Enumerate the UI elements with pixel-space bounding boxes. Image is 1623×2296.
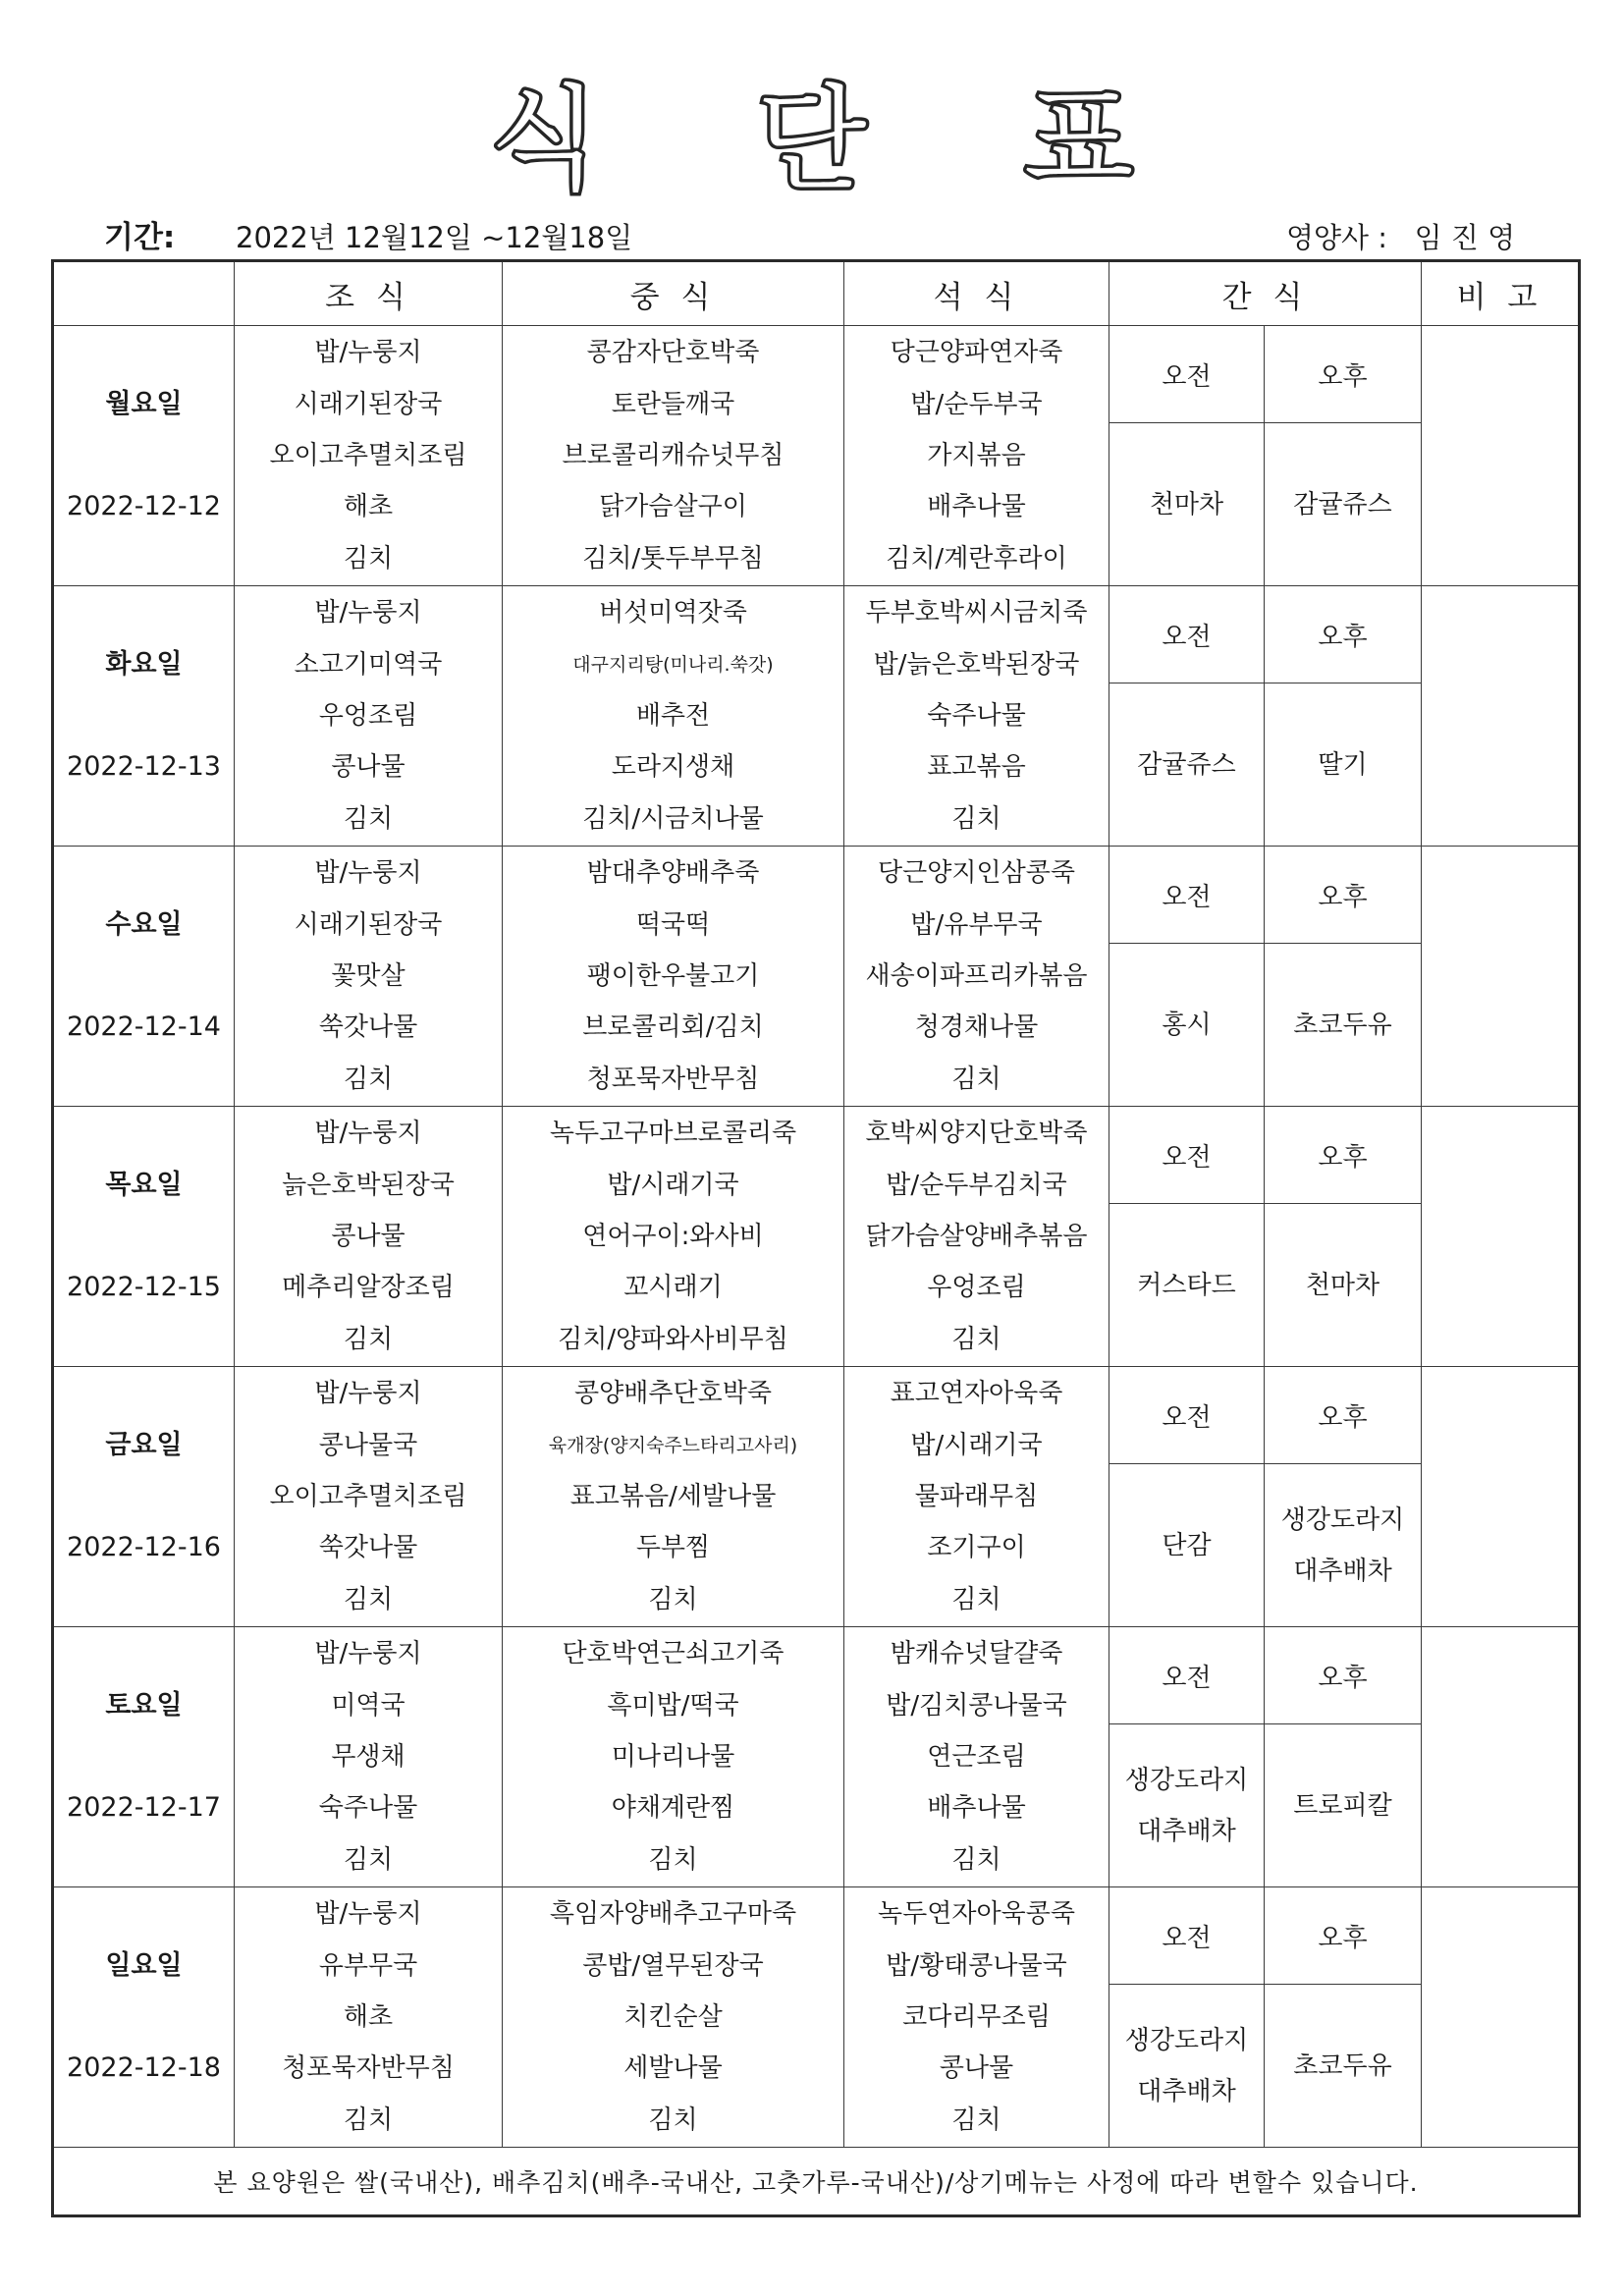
menu-item: 미역국 (331, 1690, 406, 1721)
menu-item: 김치 (343, 1584, 394, 1614)
menu-item: 연어구이:와사비 (582, 1221, 764, 1251)
period-value: 2022년 12월12일 ~12월18일 (236, 221, 633, 254)
lunch-cell (503, 1107, 844, 1367)
snack-item: 딸기 (1318, 749, 1368, 780)
menu-item: 콩양배추단호박죽 (574, 1379, 772, 1409)
snack-item: 천마차 (1149, 489, 1224, 519)
dinner-cell (844, 326, 1109, 586)
menu-item: 오이고추멸치조림 (269, 440, 467, 470)
menu-item: 토란들깨국 (611, 389, 735, 419)
menu-item: 밥/누룽지 (314, 1379, 422, 1409)
snack-pm (1265, 944, 1422, 1107)
day-row (53, 586, 1580, 683)
menu-item: 김치 (951, 2105, 1001, 2135)
snack-pm-label: 오후 (1265, 586, 1422, 683)
menu-item: 육개장(양지숙주느타리고사리) (548, 1434, 798, 1456)
menu-item: 메추리알장조림 (282, 1273, 455, 1303)
menu-item: 청포묵자반무침 (586, 1064, 760, 1094)
menu-item: 도라지생채 (611, 752, 735, 783)
menu-item: 콩밥/열무된장국 (582, 1950, 764, 1981)
menu-item: 김치 (951, 1324, 1001, 1354)
snack-item: 천마차 (1305, 1270, 1380, 1300)
note-cell (1422, 1367, 1580, 1627)
snack-pm (1265, 1464, 1422, 1627)
menu-item: 가지볶음 (927, 440, 1026, 470)
snack-item: 트로피칼 (1293, 1790, 1392, 1821)
day-cell (53, 1367, 235, 1627)
menu-item: 물파래무침 (914, 1481, 1039, 1511)
menu-item: 밥/누룽지 (314, 1119, 422, 1149)
day-row (53, 1887, 1580, 1985)
menu-item: 김치 (648, 2105, 698, 2135)
menu-item: 해초 (343, 492, 394, 522)
day-name: 토요일 (105, 1690, 183, 1721)
dinner-cell (844, 1367, 1109, 1627)
menu-item: 녹두연자아욱콩죽 (878, 1899, 1075, 1930)
menu-item: 유부무국 (318, 1950, 418, 1981)
header-snack: 간 식 (1109, 261, 1422, 326)
menu-item: 밥/누룽지 (314, 1639, 422, 1669)
menu-item: 배추나물 (927, 1793, 1026, 1824)
dinner-cell (844, 1107, 1109, 1367)
snack-pm-label: 오후 (1265, 847, 1422, 944)
menu-item: 청경채나물 (914, 1012, 1039, 1043)
breakfast-cell (235, 586, 503, 847)
snack-item: 생강도라지 (1124, 2025, 1249, 2055)
menu-item: 배추전 (635, 700, 711, 731)
menu-item: 새송이파프리카볶음 (865, 960, 1088, 991)
menu-item: 당근양지인삼콩죽 (878, 858, 1075, 889)
menu-item: 연근조림 (927, 1741, 1026, 1772)
dinner-cell (844, 1887, 1109, 2148)
day-cell (53, 1107, 235, 1367)
menu-item: 밥/누룽지 (314, 598, 422, 629)
note-cell (1422, 586, 1580, 847)
snack-am (1109, 944, 1265, 1107)
menu-item: 숙주나물 (318, 1793, 418, 1824)
menu-item: 김치 (343, 1324, 394, 1354)
lunch-cell (503, 1367, 844, 1627)
menu-item: 김치/계란후라이 (886, 543, 1067, 574)
menu-item: 해초 (343, 2001, 394, 2032)
header-note: 비 고 (1422, 261, 1580, 326)
snack-pm-label: 오후 (1265, 1367, 1422, 1464)
menu-item: 밥/황태콩나물국 (886, 1950, 1067, 1981)
menu-item: 쑥갓나물 (318, 1012, 418, 1043)
snack-item: 감귤쥬스 (1293, 489, 1392, 519)
day-date: 2022-12-15 (67, 1272, 221, 1302)
note-cell (1422, 847, 1580, 1107)
lunch-cell (503, 1887, 844, 2148)
menu-item: 쑥갓나물 (318, 1533, 418, 1563)
snack-item: 대추배차 (1137, 2076, 1236, 2106)
menu-item: 단호박연근쇠고기죽 (562, 1639, 784, 1669)
lunch-cell (503, 847, 844, 1107)
title-char: 식 (489, 74, 600, 206)
snack-am-label: 오전 (1109, 326, 1265, 423)
menu-table (51, 259, 1581, 2217)
menu-item: 김치 (343, 543, 394, 574)
period-label: 기간: (104, 220, 176, 255)
menu-item: 호박씨양지단호박죽 (865, 1119, 1088, 1149)
day-date: 2022-12-14 (67, 1011, 221, 1042)
notice-text: 본 요양원은 쌀(국내산), 배추김치(배추-국내산, 고춧가루-국내산)/상기메뉴는 사정에 따라 변할수 있습니다. (53, 2148, 1580, 2216)
menu-item: 브로콜리회/김치 (582, 1012, 764, 1043)
snack-am (1109, 1204, 1265, 1367)
day-name: 화요일 (105, 649, 183, 680)
menu-item: 시래기된장국 (294, 389, 443, 419)
menu-item: 흑임자양배추고구마죽 (549, 1899, 797, 1930)
menu-item: 김치 (343, 1844, 394, 1875)
day-cell (53, 1627, 235, 1887)
day-cell (53, 326, 235, 586)
menu-item: 김치/양파와사비무침 (558, 1324, 788, 1354)
snack-am (1109, 1724, 1265, 1887)
menu-item: 흑미밥/떡국 (607, 1690, 739, 1721)
header-lunch: 중 식 (503, 261, 844, 326)
day-date: 2022-12-13 (67, 751, 221, 782)
menu-item: 시래기된장국 (294, 909, 443, 940)
day-date: 2022-12-18 (67, 2052, 221, 2083)
snack-pm (1265, 683, 1422, 847)
day-name: 수요일 (105, 909, 183, 940)
menu-item: 김치 (951, 1584, 1001, 1614)
day-name: 일요일 (105, 1950, 183, 1981)
menu-item: 밥/유부무국 (910, 909, 1043, 940)
menu-item: 콩나물 (331, 752, 406, 783)
day-date: 2022-12-16 (67, 1532, 221, 1562)
menu-item: 밥/늙은호박된장국 (873, 649, 1080, 680)
snack-item: 대추배차 (1293, 1556, 1392, 1586)
snack-am (1109, 423, 1265, 586)
header-breakfast: 조 식 (235, 261, 503, 326)
menu-item: 밤대추양배추죽 (586, 858, 760, 889)
menu-item: 밤캐슈넛달걀죽 (890, 1639, 1063, 1669)
menu-item: 밥/누룽지 (314, 858, 422, 889)
snack-pm (1265, 1724, 1422, 1887)
menu-item: 닭가슴살양배추볶음 (865, 1221, 1088, 1251)
snack-pm-label: 오후 (1265, 1107, 1422, 1204)
note-cell (1422, 1887, 1580, 2148)
snack-am-label: 오전 (1109, 847, 1265, 944)
breakfast-cell (235, 847, 503, 1107)
menu-item: 소고기미역국 (294, 649, 443, 680)
menu-item: 밥/순두부국 (910, 389, 1043, 419)
snack-item: 커스타드 (1137, 1270, 1236, 1300)
menu-item: 표고볶음 (927, 752, 1026, 783)
dinner-cell (844, 1627, 1109, 1887)
menu-item: 밥/김치콩나물국 (886, 1690, 1067, 1721)
day-row (53, 1107, 1580, 1204)
snack-am (1109, 1985, 1265, 2148)
menu-item: 닭가슴살구이 (599, 492, 747, 522)
menu-item: 브로콜리캐슈넛무침 (562, 440, 784, 470)
menu-item: 콩나물 (331, 1221, 406, 1251)
menu-item: 팽이한우불고기 (586, 960, 760, 991)
snack-am (1109, 1464, 1265, 1627)
day-name: 월요일 (105, 389, 183, 419)
menu-item: 밥/순두부김치국 (886, 1170, 1067, 1200)
snack-item: 초코두유 (1293, 1010, 1392, 1040)
breakfast-cell (235, 1887, 503, 2148)
menu-item: 김치 (648, 1584, 698, 1614)
menu-item: 대구지리탕(미나리.쑥갓) (572, 653, 774, 676)
dinner-cell (844, 586, 1109, 847)
snack-pm (1265, 1985, 1422, 2148)
snack-item: 홍시 (1162, 1010, 1212, 1040)
menu-item: 숙주나물 (927, 700, 1026, 731)
title-char: 표 (1023, 74, 1134, 206)
menu-item: 밥/누룽지 (314, 338, 422, 368)
dietitian: 영양사 : 임 진 영 (1286, 221, 1516, 254)
header-dinner: 석 식 (844, 261, 1109, 326)
menu-item: 떡국떡 (635, 909, 711, 940)
snack-am-label: 오전 (1109, 1367, 1265, 1464)
menu-item: 김치 (951, 803, 1001, 834)
menu-item: 밥/누룽지 (314, 1899, 422, 1930)
menu-item: 꼬시래기 (623, 1273, 723, 1303)
menu-item: 김치/톳두부무침 (582, 543, 764, 574)
menu-item: 김치/시금치나물 (582, 803, 764, 834)
menu-item: 오이고추멸치조림 (269, 1481, 467, 1511)
menu-item: 세발나물 (623, 2053, 723, 2084)
day-row (53, 847, 1580, 944)
menu-item: 김치 (648, 1844, 698, 1875)
snack-am-label: 오전 (1109, 1627, 1265, 1724)
menu-item: 두부찜 (635, 1533, 711, 1563)
menu-item: 꽃맛살 (331, 960, 406, 991)
snack-am-label: 오전 (1109, 1887, 1265, 1985)
menu-item: 배추나물 (927, 492, 1026, 522)
notice-row (53, 2148, 1580, 2216)
lunch-cell (503, 1627, 844, 1887)
menu-item: 콩나물국 (318, 1430, 418, 1460)
menu-item: 미나리나물 (611, 1741, 735, 1772)
menu-item: 밥/시래기국 (607, 1170, 739, 1200)
breakfast-cell (235, 1627, 503, 1887)
menu-item: 우엉조림 (927, 1273, 1026, 1303)
breakfast-cell (235, 1367, 503, 1627)
menu-item: 치킨순살 (623, 2001, 723, 2032)
header-empty (53, 261, 235, 326)
snack-item: 생강도라지 (1124, 1765, 1249, 1795)
menu-item: 우엉조림 (318, 700, 418, 731)
snack-item: 단감 (1162, 1530, 1212, 1560)
menu-item: 버섯미역잣죽 (599, 598, 747, 629)
title-char: 단 (756, 74, 867, 206)
menu-item: 녹두고구마브로콜리죽 (549, 1119, 797, 1149)
menu-item: 김치 (343, 2105, 394, 2135)
day-row (53, 326, 1580, 423)
snack-am-label: 오전 (1109, 586, 1265, 683)
menu-item: 두부호박씨시금치죽 (865, 598, 1088, 629)
lunch-cell (503, 586, 844, 847)
menu-item: 조기구이 (927, 1533, 1026, 1563)
day-name: 금요일 (105, 1430, 183, 1460)
menu-item: 표고볶음/세발나물 (569, 1481, 777, 1511)
lunch-cell (503, 326, 844, 586)
dinner-cell (844, 847, 1109, 1107)
snack-item: 감귤쥬스 (1137, 749, 1236, 780)
day-row (53, 1627, 1580, 1724)
day-date: 2022-12-17 (67, 1792, 221, 1823)
snack-item: 생강도라지 (1280, 1504, 1405, 1535)
header-row (53, 261, 1580, 326)
note-cell (1422, 326, 1580, 586)
menu-item: 무생채 (331, 1741, 406, 1772)
menu-item: 표고연자아욱죽 (890, 1379, 1063, 1409)
menu-item: 밥/시래기국 (910, 1430, 1043, 1460)
day-cell (53, 586, 235, 847)
snack-am (1109, 683, 1265, 847)
snack-pm-label: 오후 (1265, 326, 1422, 423)
snack-item: 초코두유 (1293, 2050, 1392, 2081)
day-row (53, 1367, 1580, 1464)
day-cell (53, 847, 235, 1107)
menu-item: 김치 (343, 803, 394, 834)
menu-item: 콩감자단호박죽 (586, 338, 760, 368)
day-name: 목요일 (105, 1170, 183, 1200)
menu-item: 콩나물 (939, 2053, 1014, 2084)
note-cell (1422, 1107, 1580, 1367)
menu-item: 야채계란찜 (611, 1793, 735, 1824)
page-title (0, 74, 1623, 206)
menu-item: 김치 (951, 1064, 1001, 1094)
note-cell (1422, 1627, 1580, 1887)
menu-item: 당근양파연자죽 (890, 338, 1063, 368)
menu-item: 청포묵자반무침 (282, 2053, 455, 2084)
day-cell (53, 1887, 235, 2148)
menu-item: 코다리무조림 (902, 2001, 1051, 2032)
menu-item: 늙은호박된장국 (282, 1170, 455, 1200)
snack-item: 대추배차 (1137, 1816, 1236, 1846)
snack-pm (1265, 1204, 1422, 1367)
menu-item: 김치 (343, 1064, 394, 1094)
breakfast-cell (235, 326, 503, 586)
snack-pm (1265, 423, 1422, 586)
snack-am-label: 오전 (1109, 1107, 1265, 1204)
menu-item: 김치 (951, 1844, 1001, 1875)
breakfast-cell (235, 1107, 503, 1367)
snack-pm-label: 오후 (1265, 1627, 1422, 1724)
day-date: 2022-12-12 (67, 491, 221, 521)
snack-pm-label: 오후 (1265, 1887, 1422, 1985)
